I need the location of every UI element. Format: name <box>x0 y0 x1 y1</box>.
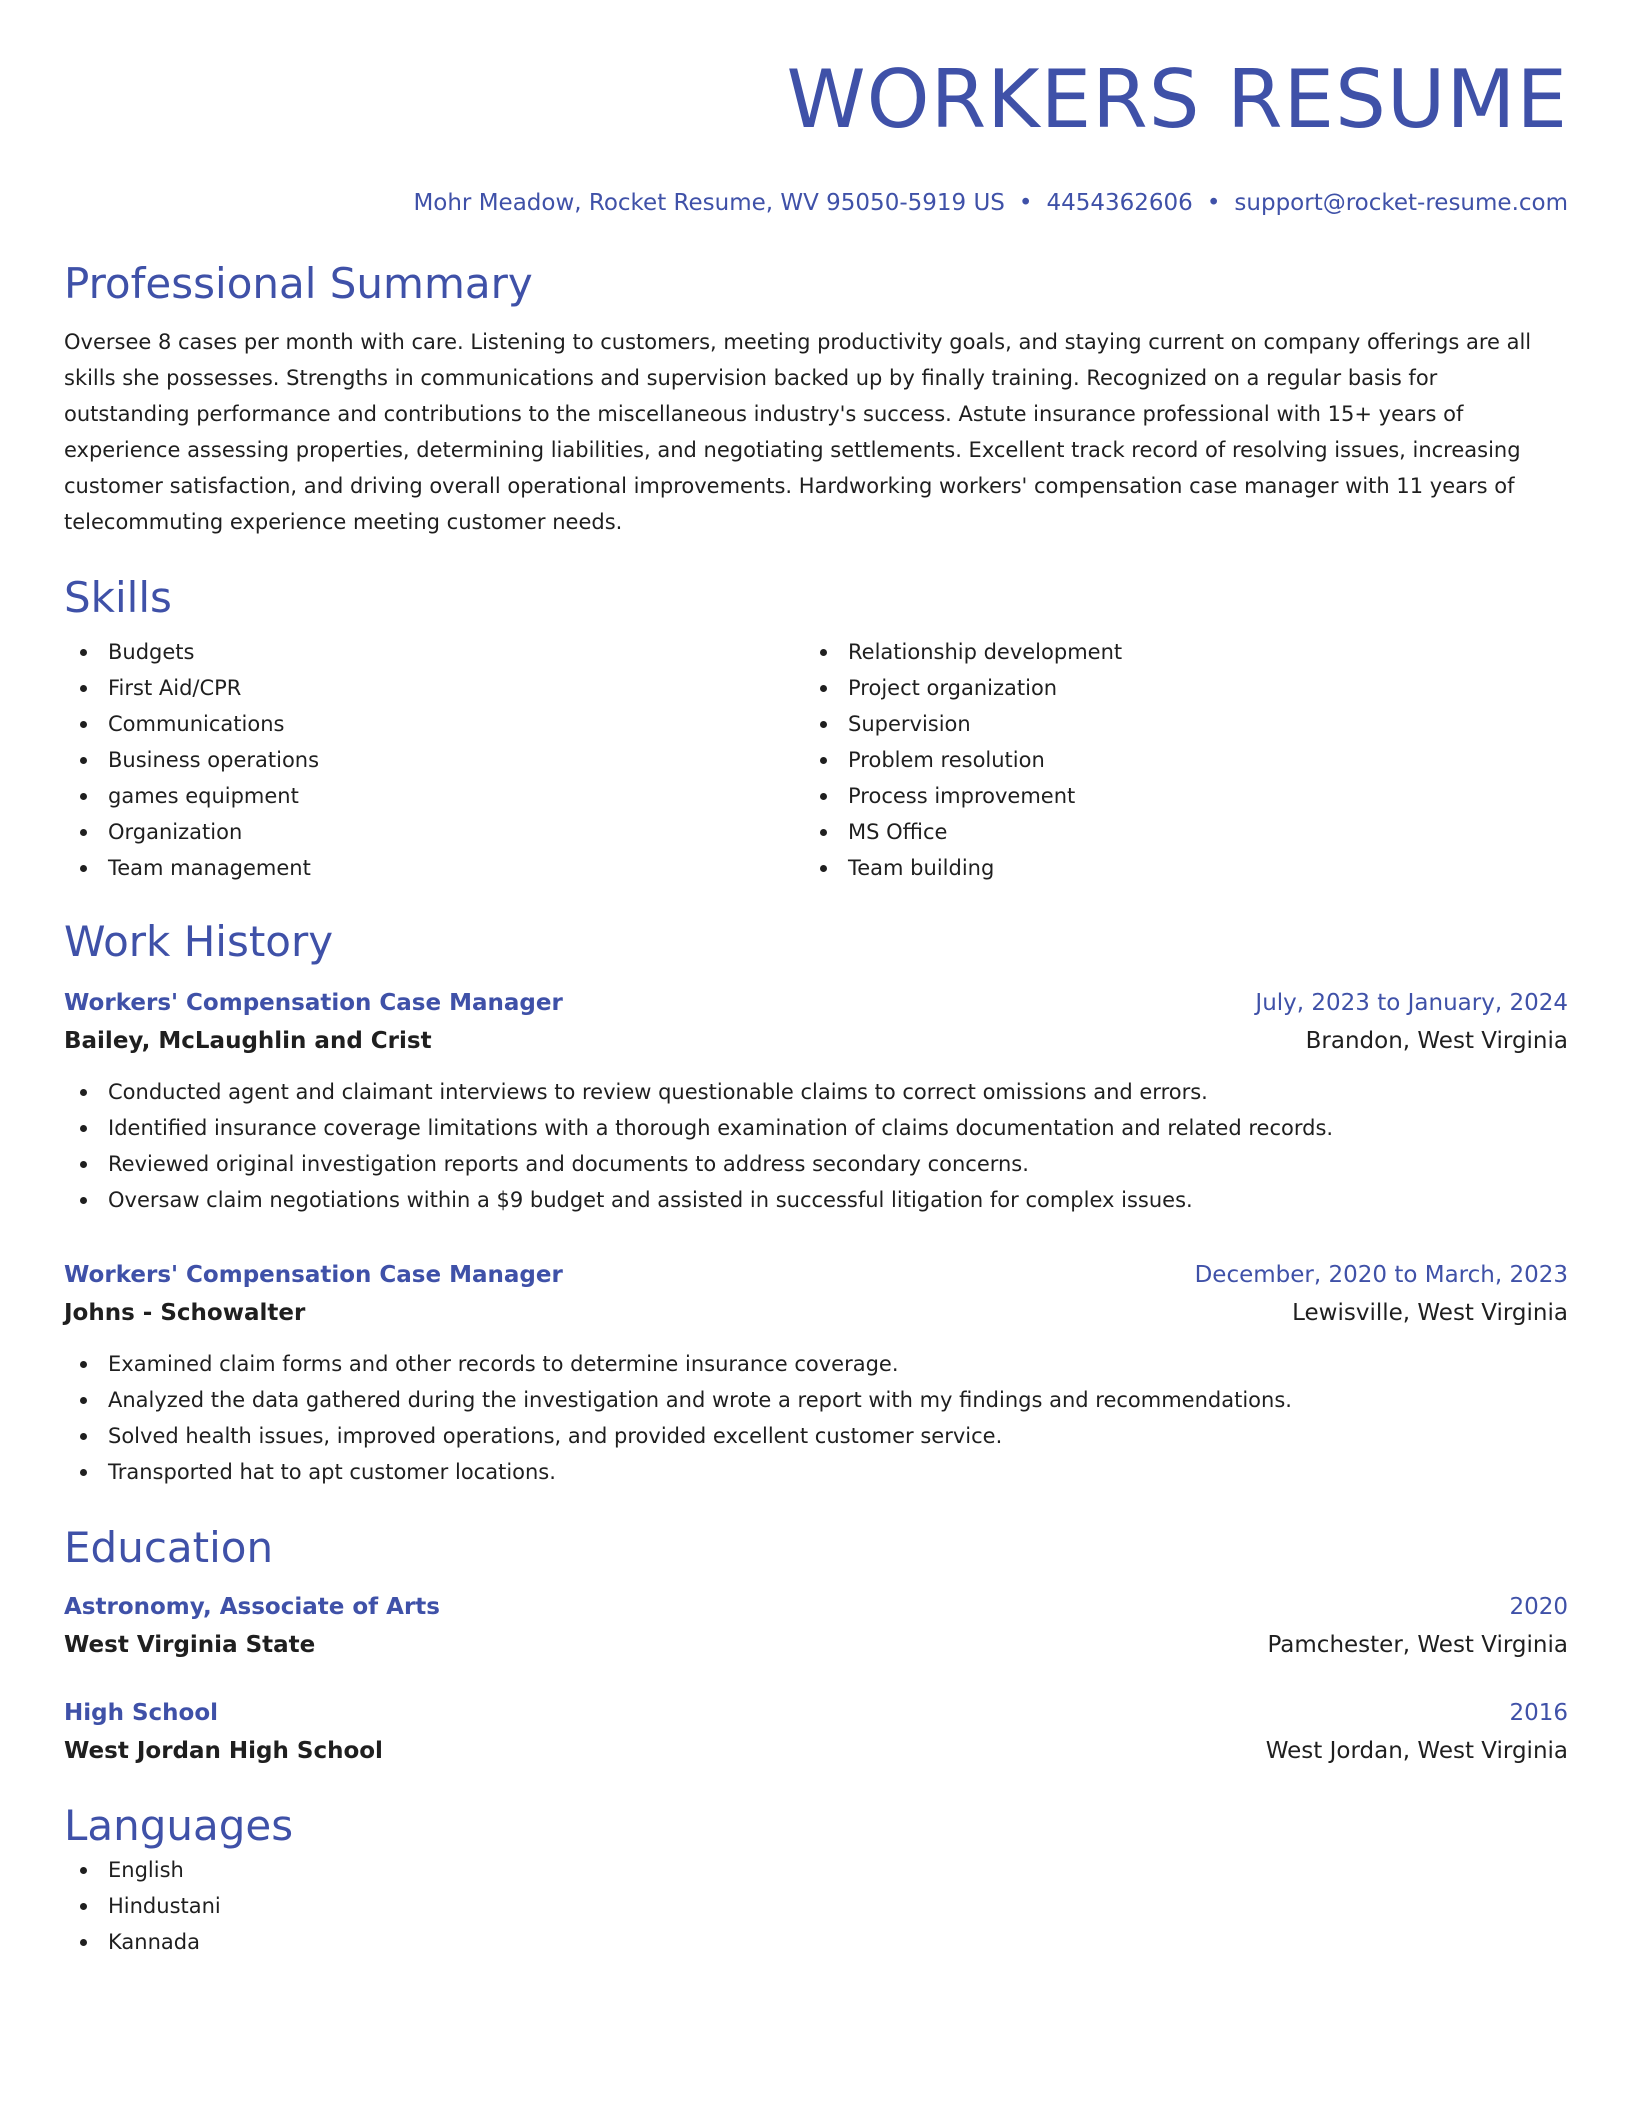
contact-email: support@rocket-resume.com <box>1234 190 1568 216</box>
contact-phone: 4454362606 <box>1046 190 1193 216</box>
skill-item: MS Office <box>804 814 1544 850</box>
skills-column-right <box>804 634 1544 886</box>
languages-heading: Languages <box>64 1801 294 1850</box>
skill-item: Relationship development <box>804 634 1544 670</box>
job-bullet: Analyzed the data gathered during the investigation and wrote a report with my findings and recommendations. <box>64 1382 1568 1418</box>
skill-item: Team building <box>804 850 1544 886</box>
language-item: English <box>64 1852 1568 1888</box>
job-entry <box>64 984 1568 1218</box>
job-header-row <box>64 984 1568 1022</box>
education-heading: Education <box>64 1523 274 1572</box>
job-entry <box>64 1256 1568 1490</box>
education-location: West Jordan, West Virginia <box>1265 1738 1568 1764</box>
summary-text: Oversee 8 cases per month with care. Listening to customers, meeting productivity goals, and staying current on company offerings are all skills she possesses. Strengths in communications and supervision backed up by finally training. Recognized on a regular basis for outstanding performance and contributions to the miscellaneous industry's success. Astute insurance professional with 15+ years of experience assessing properties, determining liabilities, and negotiating settlements. Excellent track record of resolving issues, increasing customer satisfaction, and driving overall operational improvements. Hardworking workers' compensation case manager with 11 years of telecommuting experience meeting customer needs. <box>64 330 1532 534</box>
skill-item: Communications <box>64 706 804 742</box>
education-entry <box>64 1588 1568 1664</box>
job-bullet: Oversaw claim negotiations within a $9 budget and assisted in successful litigation for complex issues. <box>64 1182 1568 1218</box>
language-item: Hindustani <box>64 1888 1568 1924</box>
contact-separator: • <box>1018 190 1033 216</box>
job-company-row <box>64 1022 1568 1060</box>
language-item: Kannada <box>64 1924 1568 1960</box>
education-header-row <box>64 1694 1568 1732</box>
contact-separator: • <box>1206 190 1221 216</box>
languages-list <box>64 1852 1568 1960</box>
education-year: 2020 <box>1509 1594 1568 1620</box>
education-location: Pamchester, West Virginia <box>1267 1632 1568 1658</box>
skill-item: games equipment <box>64 778 804 814</box>
job-location: Lewisville, West Virginia <box>1292 1300 1568 1326</box>
skills-list-right <box>804 634 1544 886</box>
skill-item: Business operations <box>64 742 804 778</box>
job-company: Johns - Schowalter <box>64 1300 306 1326</box>
work-history-heading: Work History <box>64 917 334 966</box>
job-dates: July, 2023 to January, 2024 <box>1255 990 1568 1016</box>
skill-item: First Aid/CPR <box>64 670 804 706</box>
education-degree: Astronomy, Associate of Arts <box>64 1594 440 1620</box>
skill-item: Project organization <box>804 670 1544 706</box>
skills-grid <box>64 634 1568 886</box>
job-bullet: Transported hat to apt customer locations. <box>64 1454 1568 1490</box>
skill-item: Budgets <box>64 634 804 670</box>
education-school: West Jordan High School <box>64 1738 383 1764</box>
job-title: Workers' Compensation Case Manager <box>64 1262 563 1288</box>
education-entry <box>64 1694 1568 1770</box>
education-degree: High School <box>64 1700 219 1726</box>
summary-heading: Professional Summary <box>64 259 533 308</box>
education-header-row <box>64 1588 1568 1626</box>
skill-item: Team management <box>64 850 804 886</box>
education-school-row <box>64 1626 1568 1664</box>
skill-item: Problem resolution <box>804 742 1544 778</box>
job-bullet: Conducted agent and claimant interviews to review questionable claims to correct omissions and errors. <box>64 1074 1568 1110</box>
job-bullets <box>64 1074 1568 1218</box>
education-school: West Virginia State <box>64 1632 316 1658</box>
resume-name: WORKERS RESUME <box>786 53 1568 146</box>
skills-list-left <box>64 634 804 886</box>
skills-column-left <box>64 634 804 886</box>
contact-line <box>64 190 1568 216</box>
skills-heading: Skills <box>64 573 172 622</box>
contact-address: Mohr Meadow, Rocket Resume, WV 95050-5919 US <box>413 190 1005 216</box>
job-location: Brandon, West Virginia <box>1305 1028 1568 1054</box>
job-bullet: Solved health issues, improved operations, and provided excellent customer service. <box>64 1418 1568 1454</box>
skill-item: Supervision <box>804 706 1544 742</box>
job-company: Bailey, McLaughlin and Crist <box>64 1028 432 1054</box>
job-company-row <box>64 1294 1568 1332</box>
job-bullet: Examined claim forms and other records to determine insurance coverage. <box>64 1346 1568 1382</box>
skill-item: Organization <box>64 814 804 850</box>
job-bullet: Reviewed original investigation reports and documents to address secondary concerns. <box>64 1146 1568 1182</box>
skill-item: Process improvement <box>804 778 1544 814</box>
job-bullets <box>64 1346 1568 1490</box>
job-dates: December, 2020 to March, 2023 <box>1194 1262 1568 1288</box>
education-year: 2016 <box>1509 1700 1568 1726</box>
job-title: Workers' Compensation Case Manager <box>64 990 563 1016</box>
job-bullet: Identified insurance coverage limitations with a thorough examination of claims documentation and related records. <box>64 1110 1568 1146</box>
job-header-row <box>64 1256 1568 1294</box>
education-school-row <box>64 1732 1568 1770</box>
